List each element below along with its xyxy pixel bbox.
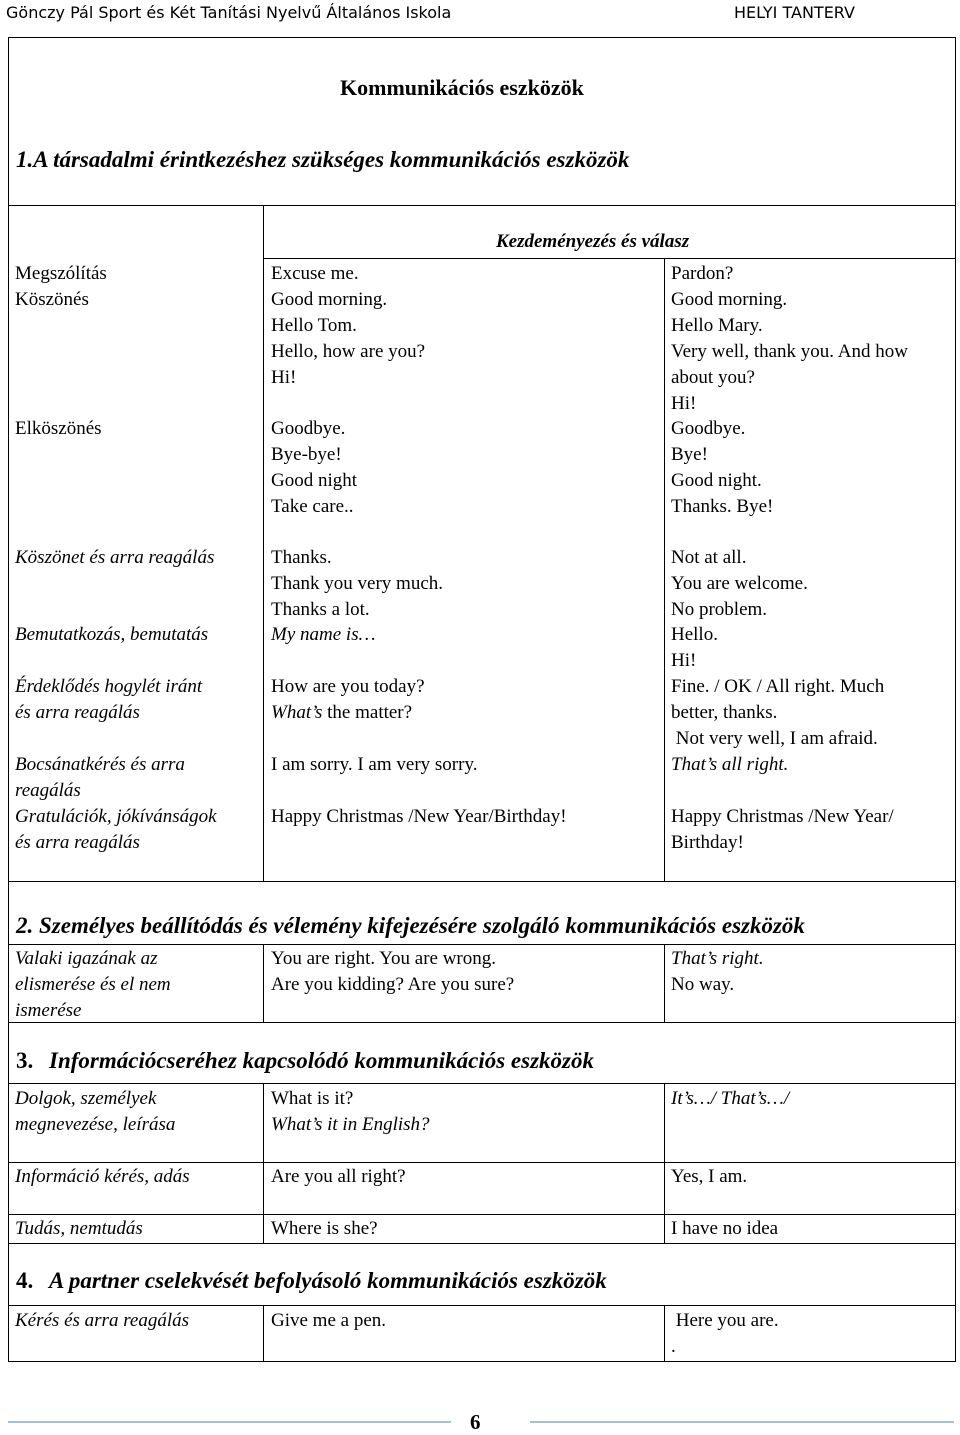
cell-label: Érdeklődés hogylét iránt — [15, 676, 203, 697]
cell-initiation: How are you today? — [271, 676, 425, 697]
cell-initiation: Good night — [271, 470, 358, 491]
cell-response: . — [671, 1336, 676, 1357]
cell-label: és arra reagálás — [15, 702, 140, 723]
section4-number: 4. — [16, 1268, 34, 1293]
cell-response: Hi! — [671, 650, 697, 671]
page-header — [0, 0, 960, 28]
cell-label: Dolgok, személyek — [15, 1088, 157, 1109]
cell-initiation: Are you all right? — [271, 1166, 406, 1187]
cell-initiation: Hello Tom. — [271, 315, 357, 336]
cell-label: Kérés és arra reagálás — [15, 1310, 189, 1331]
cell-label: megnevezése, leírása — [15, 1114, 176, 1135]
cell-initiation: Good morning. — [271, 289, 388, 310]
cell-initiation: What is it? — [271, 1088, 354, 1109]
section1-title: 1.A társadalmi érintkezéshez szükséges kommunikációs eszközök — [16, 147, 630, 172]
cell-initiation: Excuse me. — [271, 263, 359, 284]
cell-initiation: Hello, how are you? — [271, 341, 426, 362]
cell-response: No way. — [671, 974, 735, 995]
footer-rule-right — [530, 1421, 954, 1423]
cell-response: No problem. — [671, 599, 768, 620]
cell-initiation: Hi! — [271, 367, 297, 388]
cell-initiation: What’s it in English? — [271, 1114, 430, 1135]
cell-initiation: Happy Christmas /New Year/Birthday! — [271, 806, 567, 827]
cell-initiation: Take care.. — [271, 496, 354, 517]
cell-response: Happy Christmas /New Year/ — [671, 806, 894, 827]
cell-response: Hello. — [671, 624, 718, 645]
cell-initiation: Thank you very much. — [271, 573, 444, 594]
cell-response: Goodbye. — [671, 418, 746, 439]
cell-response: Thanks. Bye! — [671, 496, 774, 517]
cell-initiation: Where is she? — [271, 1218, 378, 1239]
cell-response: It’s…/ That’s…/ — [671, 1088, 790, 1109]
section2-title: 2. Személyes beállítódás és vélemény kifejezésére szolgáló kommunikációs eszközök — [16, 913, 805, 938]
cell-label: Tudás, nemtudás — [15, 1218, 143, 1239]
document-title: Kommunikációs eszközök — [340, 75, 584, 100]
section3-number: 3. — [16, 1048, 34, 1073]
section4-title: A partner cselekvését befolyásoló kommunikációs eszközök — [49, 1268, 607, 1293]
cell-response: That’s right. — [671, 948, 764, 969]
cell-response: Bye! — [671, 444, 708, 465]
cell-label: Köszönet és arra reagálás — [15, 547, 215, 568]
cell-label: elismerése és el nem — [15, 974, 171, 995]
cell-response: You are welcome. — [671, 573, 808, 594]
cell-response: better, thanks. — [671, 702, 778, 723]
cell-initiation: Goodbye. — [271, 418, 346, 439]
page-number: 6 — [470, 1410, 481, 1434]
cell-initiation: Thanks. — [271, 547, 332, 568]
col-header-initiation-response: Kezdeményezés és válasz — [496, 231, 690, 252]
cell-initiation: I am sorry. I am very sorry. — [271, 754, 478, 775]
cell-response: Yes, I am. — [671, 1166, 748, 1187]
cell-initiation: What’s the matter? — [271, 702, 413, 723]
cell-initiation: My name is… — [271, 624, 376, 645]
cell-label: Elköszönés — [15, 418, 102, 439]
cell-label: ismerése — [15, 1000, 82, 1021]
cell-label: Információ kérés, adás — [15, 1166, 190, 1187]
footer-rule-left — [8, 1421, 451, 1423]
cell-response: Hello Mary. — [671, 315, 763, 336]
cell-response: Fine. / OK / All right. Much — [671, 676, 885, 697]
cell-initiation: Give me a pen. — [271, 1310, 387, 1331]
cell-initiation: Are you kidding? Are you sure? — [271, 974, 515, 995]
cell-label: Gratulációk, jókívánságok — [15, 806, 217, 827]
cell-response: Not at all. — [671, 547, 747, 568]
cell-response: Pardon? — [671, 263, 734, 284]
cell-label: Köszönés — [15, 289, 89, 310]
cell-response: That’s all right. — [671, 754, 789, 775]
cell-initiation: Thanks a lot. — [271, 599, 370, 620]
cell-initiation: You are right. You are wrong. — [271, 948, 497, 969]
cell-label: Valaki igazának az — [15, 948, 158, 969]
cell-label: és arra reagálás — [15, 832, 140, 853]
cell-response: Very well, thank you. And how — [671, 341, 908, 362]
section3-title: Információcseréhez kapcsolódó kommunikációs eszközök — [49, 1048, 594, 1073]
cell-response: Here you are. — [671, 1310, 779, 1331]
cell-label: reagálás — [15, 780, 81, 801]
cell-response: Hi! — [671, 393, 697, 414]
cell-response: Good night. — [671, 470, 762, 491]
cell-initiation: Bye-bye! — [271, 444, 342, 465]
doc-name: HELYI TANTERV — [733, 3, 855, 22]
cell-label: Bocsánatkérés és arra — [15, 754, 185, 775]
cell-response: Not very well, I am afraid. — [671, 728, 878, 749]
cell-response: about you? — [671, 367, 755, 388]
cell-label: Bemutatkozás, bemutatás — [15, 624, 209, 645]
cell-response: Birthday! — [671, 832, 744, 853]
school-name: Gönczy Pál Sport és Két Tanítási Nyelvű Általános Iskola — [6, 3, 452, 22]
cell-response: Good morning. — [671, 289, 788, 310]
cell-label: Megszólítás — [15, 263, 107, 284]
cell-response: I have no idea — [671, 1218, 779, 1239]
